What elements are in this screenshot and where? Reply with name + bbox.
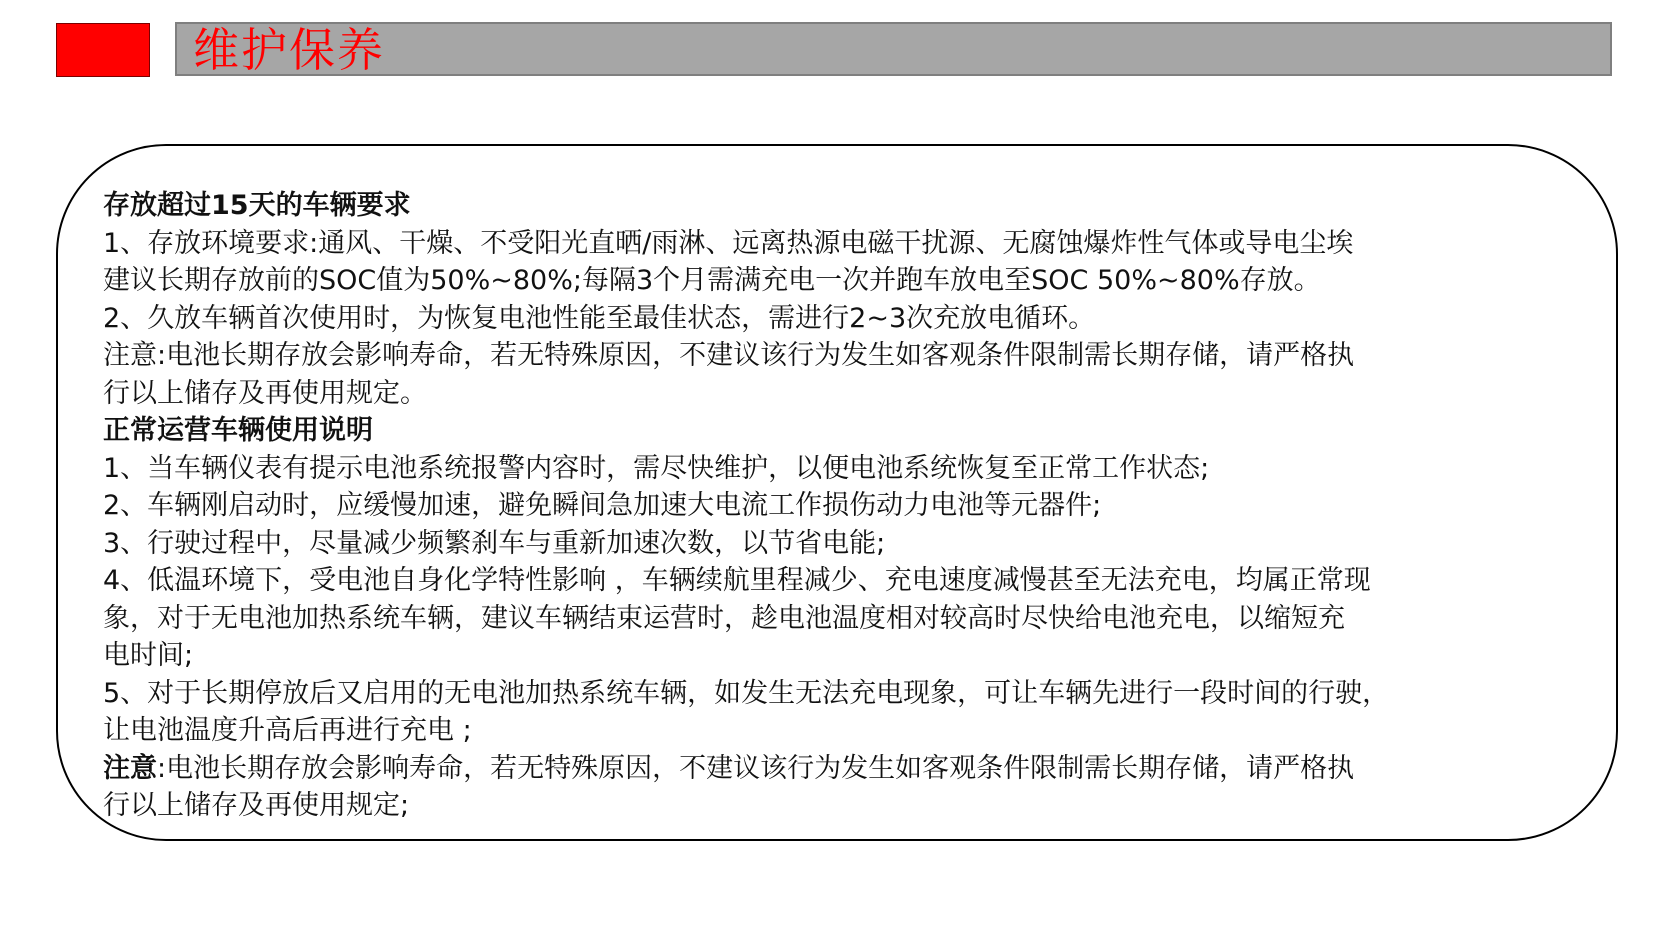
- operation-note-line-2: 行以上储存及再使用规定;: [103, 790, 410, 821]
- page-title: 维护保养: [193, 23, 385, 77]
- content-text: [103, 187, 1583, 825]
- operation-note-line-1: [103, 750, 1583, 788]
- title-bar: [175, 22, 1612, 76]
- red-accent-block: [56, 23, 150, 77]
- operation-line-4: 4、低温环境下，受电池自身化学特性影响 ，车辆续航里程减少、充电速度减慢甚至无法充电，均属正常现: [103, 565, 1371, 596]
- note-label: 注意: [103, 752, 157, 784]
- storage-requirements-heading: 存放超过15天的车辆要求: [103, 190, 411, 221]
- storage-note-line-1: 注意:电池长期存放会影响寿命，若无特殊原因，不建议该行为发生如客观条件限制需长期存储，请严格执: [103, 340, 1355, 371]
- storage-line-2: 建议长期存放前的SOC值为50%~80%;每隔3个月需满充电一次并跑车放电至SOC 50%~80%存放。: [103, 265, 1321, 296]
- note-text: :电池长期存放会影响寿命，若无特殊原因，不建议该行为发生如客观条件限制需长期存储，请严格执: [157, 752, 1355, 784]
- operation-line-5: 象，对于无电池加热系统车辆，建议车辆结束运营时，趁电池温度相对较高时尽快给电池充电，以缩短充: [103, 602, 1345, 634]
- operation-line-7: 5、对于长期停放后又启用的无电池加热系统车辆，如发生无法充电现象，可让车辆先进行一段时间的行驶，: [103, 677, 1390, 709]
- operation-line-8: 让电池温度升高后再进行充电 ;: [103, 715, 472, 746]
- storage-note-line-2: 行以上储存及再使用规定。: [103, 377, 427, 409]
- operation-line-1: 1、当车辆仪表有提示电池系统报警内容时，需尽快维护，以便电池系统恢复至正常工作状态;: [103, 452, 1210, 484]
- storage-line-1: 1、存放环境要求:通风、干燥、不受阳光直晒/雨淋、远离热源电磁干扰源、无腐蚀爆炸性气体或导电尘埃: [103, 227, 1354, 259]
- storage-line-3: 2、久放车辆首次使用时，为恢复电池性能至最佳状态，需进行2~3次充放电循环。: [103, 302, 1096, 334]
- operation-line-2: 2、车辆刚启动时，应缓慢加速，避免瞬间急加速大电流工作损伤动力电池等元器件;: [103, 490, 1102, 521]
- operation-line-6: 电时间;: [103, 640, 194, 671]
- normal-operation-heading: 正常运营车辆使用说明: [103, 415, 373, 446]
- operation-line-3: 3、行驶过程中，尽量减少频繁刹车与重新加速次数，以节省电能;: [103, 527, 886, 559]
